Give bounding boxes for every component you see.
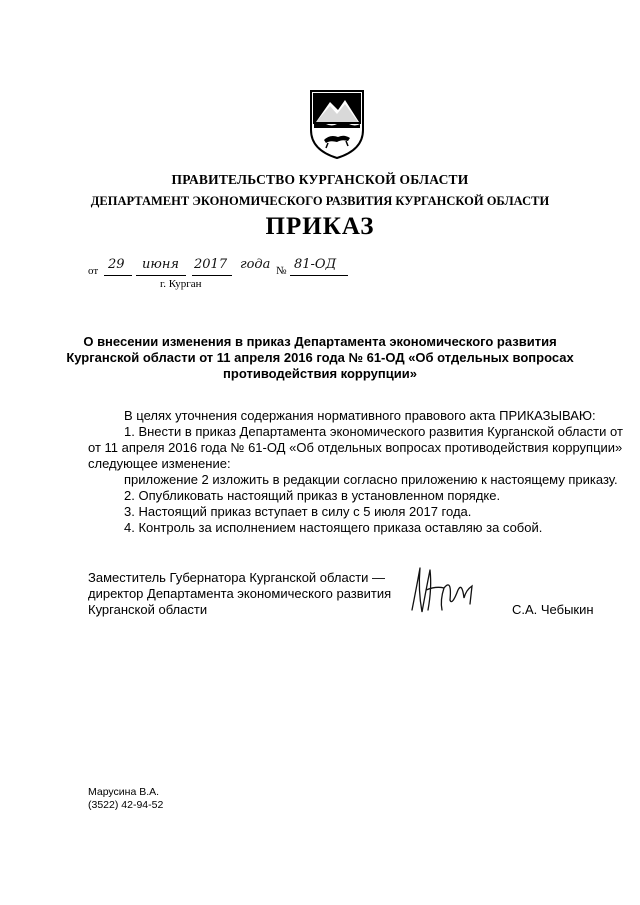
order-year: 2017 [194, 257, 228, 272]
number-sign: № [276, 265, 287, 277]
body-item-1: 1. Внести в приказ Департамента экономического развития Курганской области от [124, 424, 623, 439]
date-prefix: от [88, 265, 99, 277]
city: г. Курган [160, 278, 202, 290]
document-type-title: ПРИКАЗ [265, 213, 375, 240]
department-title: ДЕПАРТАМЕНТ ЭКОНОМИЧЕСКОГО РАЗВИТИЯ КУРГАНСКОЙ ОБЛАСТИ [90, 194, 550, 208]
body-item-2: 2. Опубликовать настоящий приказ в установленном порядке. [124, 488, 501, 503]
body-item-1-cont: от 11 апреля 2016 года № 61-ОД «Об отдельных вопросах противодействия коррупции» [88, 440, 623, 455]
body-item-1-tail: следующее изменение: [88, 456, 231, 471]
order-month: июня [142, 257, 179, 272]
day-underline [104, 257, 132, 276]
coat-of-arms-emblem [308, 88, 366, 160]
body-intro: В целях уточнения содержания нормативного правового акта ПРИКАЗЫВАЮ: [124, 408, 596, 423]
year-underline [192, 257, 232, 276]
number-underline [290, 257, 348, 276]
body-item-4: 4. Контроль за исполнением настоящего приказа оставляю за собой. [124, 520, 543, 535]
executor-phone: (3522) 42-94-52 [88, 799, 164, 811]
organization-title: ПРАВИТЕЛЬСТВО КУРГАНСКОЙ ОБЛАСТИ [171, 172, 469, 187]
year-word: года [240, 257, 271, 272]
body-item-3: 3. Настоящий приказ вступает в силу с 5 июля 2017 года. [124, 504, 472, 519]
executor-name: Марусина В.А. [88, 786, 160, 798]
signatory-name: С.А. Чебыкин [512, 602, 594, 617]
signatory-position-3: Курганской области [88, 602, 208, 617]
handwritten-signature [400, 560, 490, 620]
body-amendment: приложение 2 изложить в редакции согласно приложению к настоящему приказу. [124, 472, 618, 487]
order-subject: О внесении изменения в приказ Департамента экономического развития Курганской области от 11 апреля 2016 года № 61-ОД «Об отдельных вопросах противодействия коррупции» [66, 334, 574, 381]
month-underline [136, 257, 186, 276]
order-number: 81-ОД [294, 257, 337, 272]
order-day: 29 [108, 257, 125, 272]
signatory-position-2: директор Департамента экономического развития [88, 586, 392, 601]
signatory-position-1: Заместитель Губернатора Курганской области — [88, 570, 386, 585]
